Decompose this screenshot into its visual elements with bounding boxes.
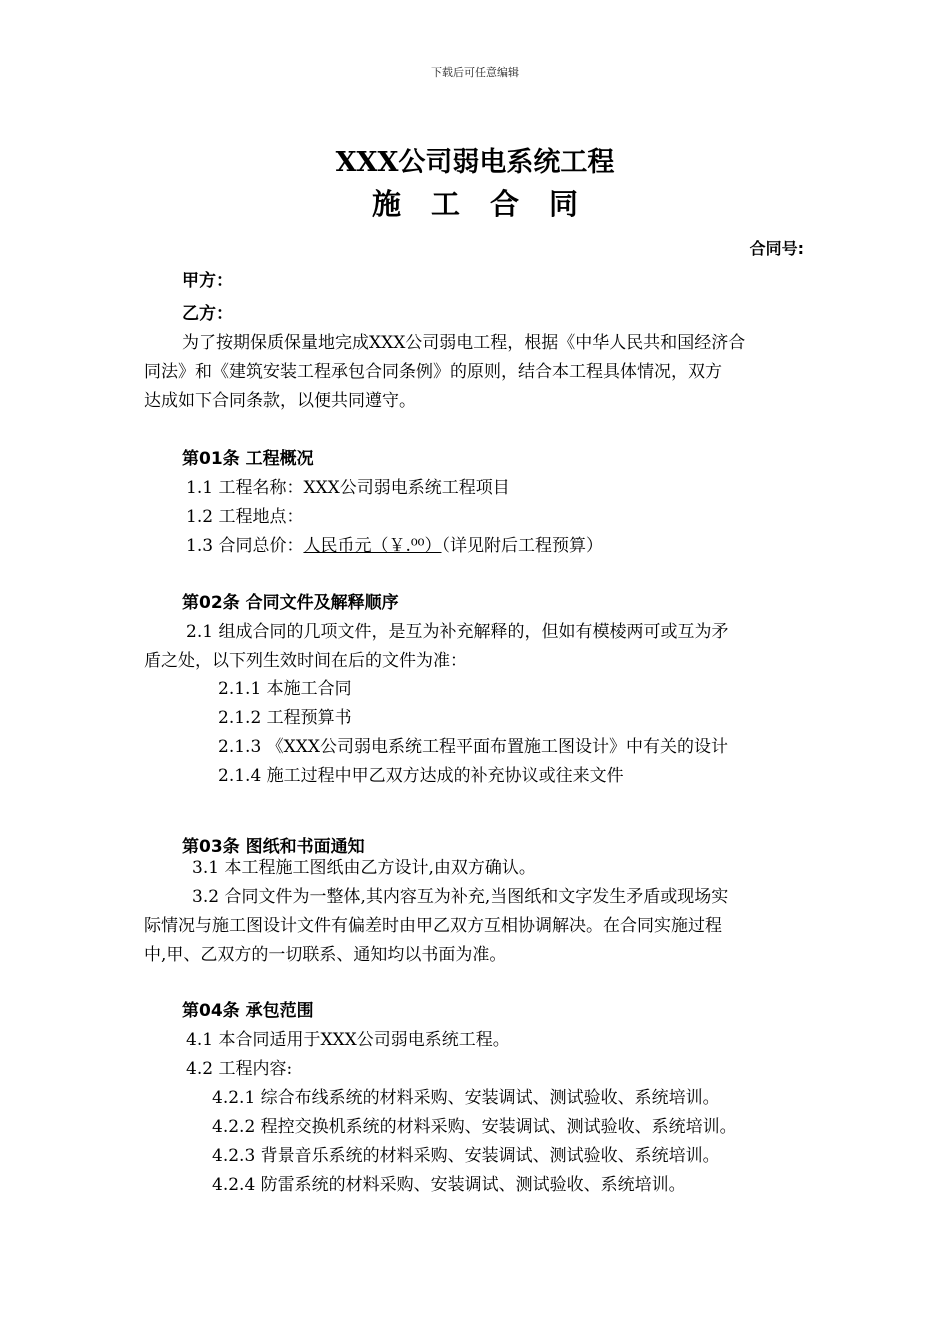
article-item: 际情况与施工图设计文件有偏差时由甲乙双方互相协调解决。在合同实施过程 xyxy=(144,916,722,936)
article-heading: 第03条 图纸和书面通知 xyxy=(182,837,365,857)
intro-line: 同法》和《建筑安装工程承包合同条例》的原则，结合本工程具体情况，双方 xyxy=(144,362,722,382)
contract-price-note: （详见附后工程预算） xyxy=(441,536,603,556)
party-a-label: 甲方： xyxy=(182,271,233,291)
article-item: 1.2 工程地点： xyxy=(186,507,304,527)
intro-line: 为了按期保质保量地完成XXX公司弱电工程，根据《中华人民共和国经济合 xyxy=(182,333,746,353)
article-subitem: 2.1.4 施工过程中甲乙双方达成的补充协议或往来文件 xyxy=(218,766,624,786)
download-note: 下载后可任意编辑 xyxy=(431,66,519,79)
contract-price-amount: 人民币元（￥.⁰⁰） xyxy=(303,536,442,556)
article-subitem: 2.1.1 本施工合同 xyxy=(218,679,352,699)
article-item: 4.1 本合同适用于XXX公司弱电系统工程。 xyxy=(186,1030,510,1050)
article-subitem: 4.2.4 防雷系统的材料采购、安装调试、测试验收、系统培训。 xyxy=(212,1175,686,1195)
document-title: XXX公司弱电系统工程 xyxy=(335,147,615,178)
article-subitem: 4.2.1 综合布线系统的材料采购、安装调试、测试验收、系统培训。 xyxy=(212,1088,720,1108)
article-subitem: 2.1.3 《XXX公司弱电系统工程平面布置施工图设计》中有关的设计 xyxy=(218,737,728,757)
article-item: 盾之处，以下列生效时间在后的文件为准： xyxy=(144,651,467,671)
intro-line: 达成如下合同条款，以便共同遵守。 xyxy=(144,391,416,411)
article-item: 中,甲、乙双方的一切联系、通知均以书面为准。 xyxy=(144,945,507,965)
article-subitem: 2.1.2 工程预算书 xyxy=(218,708,352,728)
party-b-label: 乙方： xyxy=(182,304,233,324)
article-item: 4.2 工程内容: xyxy=(186,1059,293,1079)
article-heading: 第01条 工程概况 xyxy=(182,449,314,469)
article-subitem: 4.2.2 程控交换机系统的材料采购、安装调试、测试验收、系统培训。 xyxy=(212,1117,737,1137)
contract-number-label: 合同号: xyxy=(749,239,804,258)
article-item: 3.1 本工程施工图纸由乙方设计,由双方确认。 xyxy=(192,858,536,878)
contract-price-label: 1.3 合同总价： xyxy=(186,536,304,556)
article-subitem: 4.2.3 背景音乐系统的材料采购、安装调试、测试验收、系统培训。 xyxy=(212,1146,720,1166)
article-heading: 第04条 承包范围 xyxy=(182,1001,314,1021)
article-item xyxy=(186,535,603,557)
article-item: 2.1 组成合同的几项文件，是互为补充解释的，但如有模棱两可或互为矛 xyxy=(186,622,729,642)
article-item: 3.2 合同文件为一整体,其内容互为补充,当图纸和文字发生矛盾或现场实 xyxy=(192,887,729,907)
document-subtitle: 施工合同 xyxy=(371,187,608,221)
article-item: 1.1 工程名称：XXX公司弱电系统工程项目 xyxy=(186,478,510,498)
article-heading: 第02条 合同文件及解释顺序 xyxy=(182,593,399,613)
